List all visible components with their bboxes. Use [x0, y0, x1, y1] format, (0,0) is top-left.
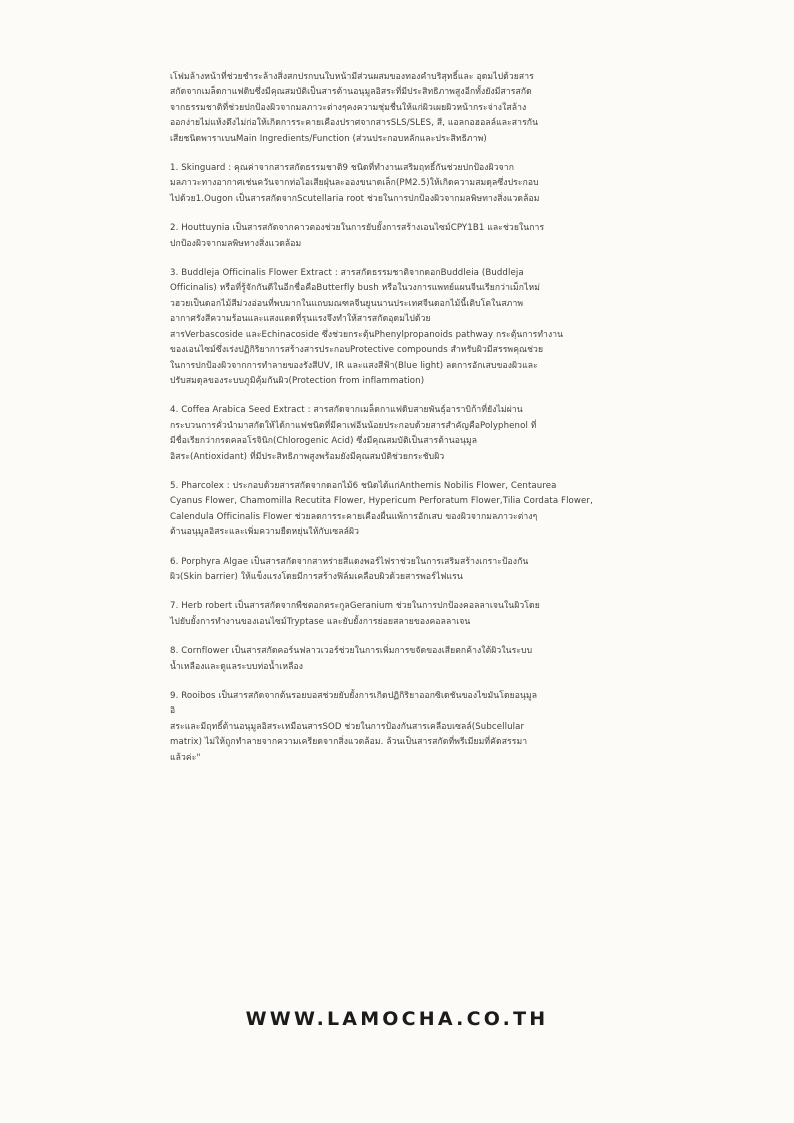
- paragraph-line: ผิว(Skin barrier) ให้แข็งแรงโดยมีการสร้างฟิล์มเคลือบผิวด้วยสารพอร์ไฟแรน: [170, 571, 463, 582]
- paragraph-line: ไปยับยั้งการทำงานของเอนไซม์Tryptase และยับยั้งการย่อยสลายของคอลลาเจน: [170, 616, 471, 627]
- paragraph-line: น้ำเหลืองและดูแลระบบท่อน้ำเหลือง: [170, 661, 304, 672]
- paragraph-line: อิสระ(Antioxidant) ที่มีประสิทธิภาพสูงพร้อมยังมีคุณสมบัติช่วยกระชับผิว: [170, 451, 445, 462]
- paragraph-line: ออกง่ายไม่แห้งตึงไม่ก่อให้เกิดการระคายเคืองปราศจากสารSLS/SLES, สี, แอลกอฮอลล์และสารกัน: [170, 118, 539, 129]
- paragraph-line: 5. Pharcolex : ประกอบด้วยสารสกัดจากดอกไม้6 ชนิดได้แก่Anthemis Nobilis Flower, Centaurea: [170, 480, 557, 491]
- paragraph-line: เโฟมล้างหน้าที่ช่วยชำระล้างสิ่งสกปรกบนใบหน้ามีส่วนผสมของทองคำบริสุทธิ์และ อุดมไปด้วยสาร: [170, 72, 534, 82]
- paragraph-line: 8. Cornflower เป็นสารสกัดคอร์นฟลาวเวอร์ช่วยในการเพิ่มการขจัดของเสียตกค้างใต้ผิวในระบบ: [170, 646, 533, 657]
- paragraph: [170, 599, 646, 630]
- paragraph-line: สระและมีฤทธิ์ต้านอนุมูลอิสระเหมือนสารSOD ช่วยในการป้องกันสารเคลือบเซลล์(Subcellular: [170, 721, 525, 732]
- paragraph-line: 1. Skinguard : คุณค่าจากสารสกัดธรรมชาติ9 ชนิดที่ทำงานเสริมฤทธิ์กันช่วยปกป้องผิวจาก: [170, 163, 514, 174]
- paragraph: [170, 70, 646, 147]
- document-body: [170, 70, 646, 780]
- paragraph-line: สกัดจากเมล็ดกาแฟดิบซึ่งมีคุณสมบัติเป็นสารต้านอนุมูลอิสระที่มีประสิทธิภาพสูงอีกทั้งยังมีสารสกัด: [170, 87, 532, 98]
- paragraph-line: 7. Herb robert เป็นสารสกัดจากพืชตอกตระกูลGeranium ช่วยในการปกป้องคอลลาเจนในผิวโดย: [170, 601, 540, 612]
- paragraph-line: แล้วค่ะ": [170, 752, 201, 763]
- paragraph-line: มีชื่อเรียกว่ากรดคลอโรจินิก(Chlorogenic Acid) ซึ่งมีคุณสมบัติเป็นสารต้านอนุมูล: [170, 436, 478, 447]
- paragraph-line: ต้านอนุมูลอิสระและเพิ่มความยืดหยุ่นให้กับเซลล์ผิว: [170, 527, 360, 538]
- paragraph: [170, 266, 646, 389]
- paragraph: [170, 403, 646, 465]
- paragraph: [170, 644, 646, 675]
- paragraph-line: 9. Rooibos เป็นสารสกัดจากต้นรอยบอสช่วยยับยั้งการเกิดปฏิกิริยาออกซิเดชันของไขมันโดยอนุมูล: [170, 691, 538, 701]
- paragraph-line: 6. Porphyra Algae เป็นสารสกัดจากสาหร่ายสีแดงพอร์ไฟราช่วยในการเสริมสร้างเกราะป้องกัน: [170, 556, 529, 567]
- website-url[interactable]: WWW.LAMOCHA.CO.TH: [245, 1008, 549, 1030]
- paragraph-line: กระบวนการคั่วนำมาสกัดให้ได้กาแฟชนิดที่มีคาเฟอีนน้อยประกอบด้วยสารสำคัญคือPolyphenol ที่: [170, 420, 537, 431]
- paragraph: [170, 555, 646, 586]
- paragraph-line: 2. Houttuynia เป็นสารสกัดจากคาวตองช่วยในการยับยั้งการสร้างเอนไซม์CPY1B1 และช่วยในการ: [170, 223, 545, 234]
- paragraph-line: ปกป้องผิวจากมลพิษทางสิ่งแวดล้อม: [170, 238, 302, 249]
- paragraph-line: Cyanus Flower, Chamomilla Recutita Flower, Hypericum Perforatum Flower,Tilia Cordata Flower,: [170, 496, 593, 507]
- paragraph-line: matrix) ไม่ให้ถูกทำลายจากความเครียดจากสิ่งแวดล้อม. ล้วนเป็นสารสกัดที่พรีเมียมที่คัดสรรมา: [170, 737, 528, 748]
- paragraph-line: สารVerbascoside และEchinacoside ซึ่งช่วยกระตุ้นPhenylpropanoids pathway กระตุ้นการทำงาน: [170, 329, 564, 340]
- paragraph-line: Officinalis) หรือที่รู้จักกันดีในอีกชื่อคือButterfly bush หรือในวงการแพทย์แผนจีนเรียกว่าเม็กไหม่: [170, 283, 541, 294]
- paragraph-line: Calendula Officinalis Flower ช่วยลดการระคายเคืองผื่นแพ้การอักเสบ ของผิวจากมลภาวะต่างๆ: [170, 511, 538, 522]
- paragraph-line: จากธรรมชาติที่ช่วยปกป้องผิวจากมลภาวะต่างๆคงความชุ่มชื่นให้แก่ผิวเผยผิวหน้ากระจ่างใสล้าง: [170, 102, 527, 113]
- paragraph: [170, 161, 646, 207]
- paragraph-line: ไปด้วย1.Ougon เป็นสารสกัดจากScutellaria root ช่วยในการปกป้องผิวจากมลพิษทางสิ่งแวดล้อม: [170, 193, 540, 204]
- paragraph: [170, 479, 646, 541]
- paragraph-line: ปรับสมดุลของระบบภูมิคุ้มกันผิว(Protection from inflammation): [170, 375, 425, 386]
- paragraph-line: มลภาวะทางอากาศเช่นควันจากท่อไอเสียฝุ่นละอองขนาดเล็ก(PM2.5)ให้เกิดความสมดุลซึ่งประกอบ: [170, 178, 539, 189]
- paragraph-line: 3. Buddleja Officinalis Flower Extract : สารสกัดธรรมชาติจากดอกBuddleia (Buddleja: [170, 268, 524, 279]
- paragraph-line: ของเอนไซม์ซึ่งเร่งปฏิกิริยาการสร้างสารประกอบProtective compounds สำหรับผิวมีสรรพคุณช่วย: [170, 345, 544, 356]
- paragraph: [170, 221, 646, 252]
- paragraph-line: วฮวยเป็นดอกไม้สีม่วงอ่อนที่พบมากในแถบมณฑลจีนยูนนานประเทศจีนดอกไม้นี้เติบโตในสภาพ: [170, 298, 524, 309]
- paragraph-line: เสียชนิดพาราเบนMain Ingredients/Function (ส่วนประกอบหลักและประสิทธิภาพ): [170, 133, 487, 144]
- paragraph-line: ในการปกป้องผิวจากการทำลายของรังสีUV, IR และแสงสีฟ้า(Blue light) ลดการอักเสบของผิวและ: [170, 360, 538, 371]
- paragraph-line: อากาศรังสีความร้อนและแสงแดดที่รุนแรงจึงทำให้สารสกัดอุดมไปด้วย: [170, 314, 431, 325]
- paragraph-line: อิ: [170, 706, 176, 717]
- paragraph-line: 4. Coffea Arabica Seed Extract : สารสกัดจากเมล็ดกาแฟดิบสายพันธุ์อาราบิก้าที่ยังไม่ผ่าน: [170, 405, 523, 416]
- paragraph: [170, 689, 646, 766]
